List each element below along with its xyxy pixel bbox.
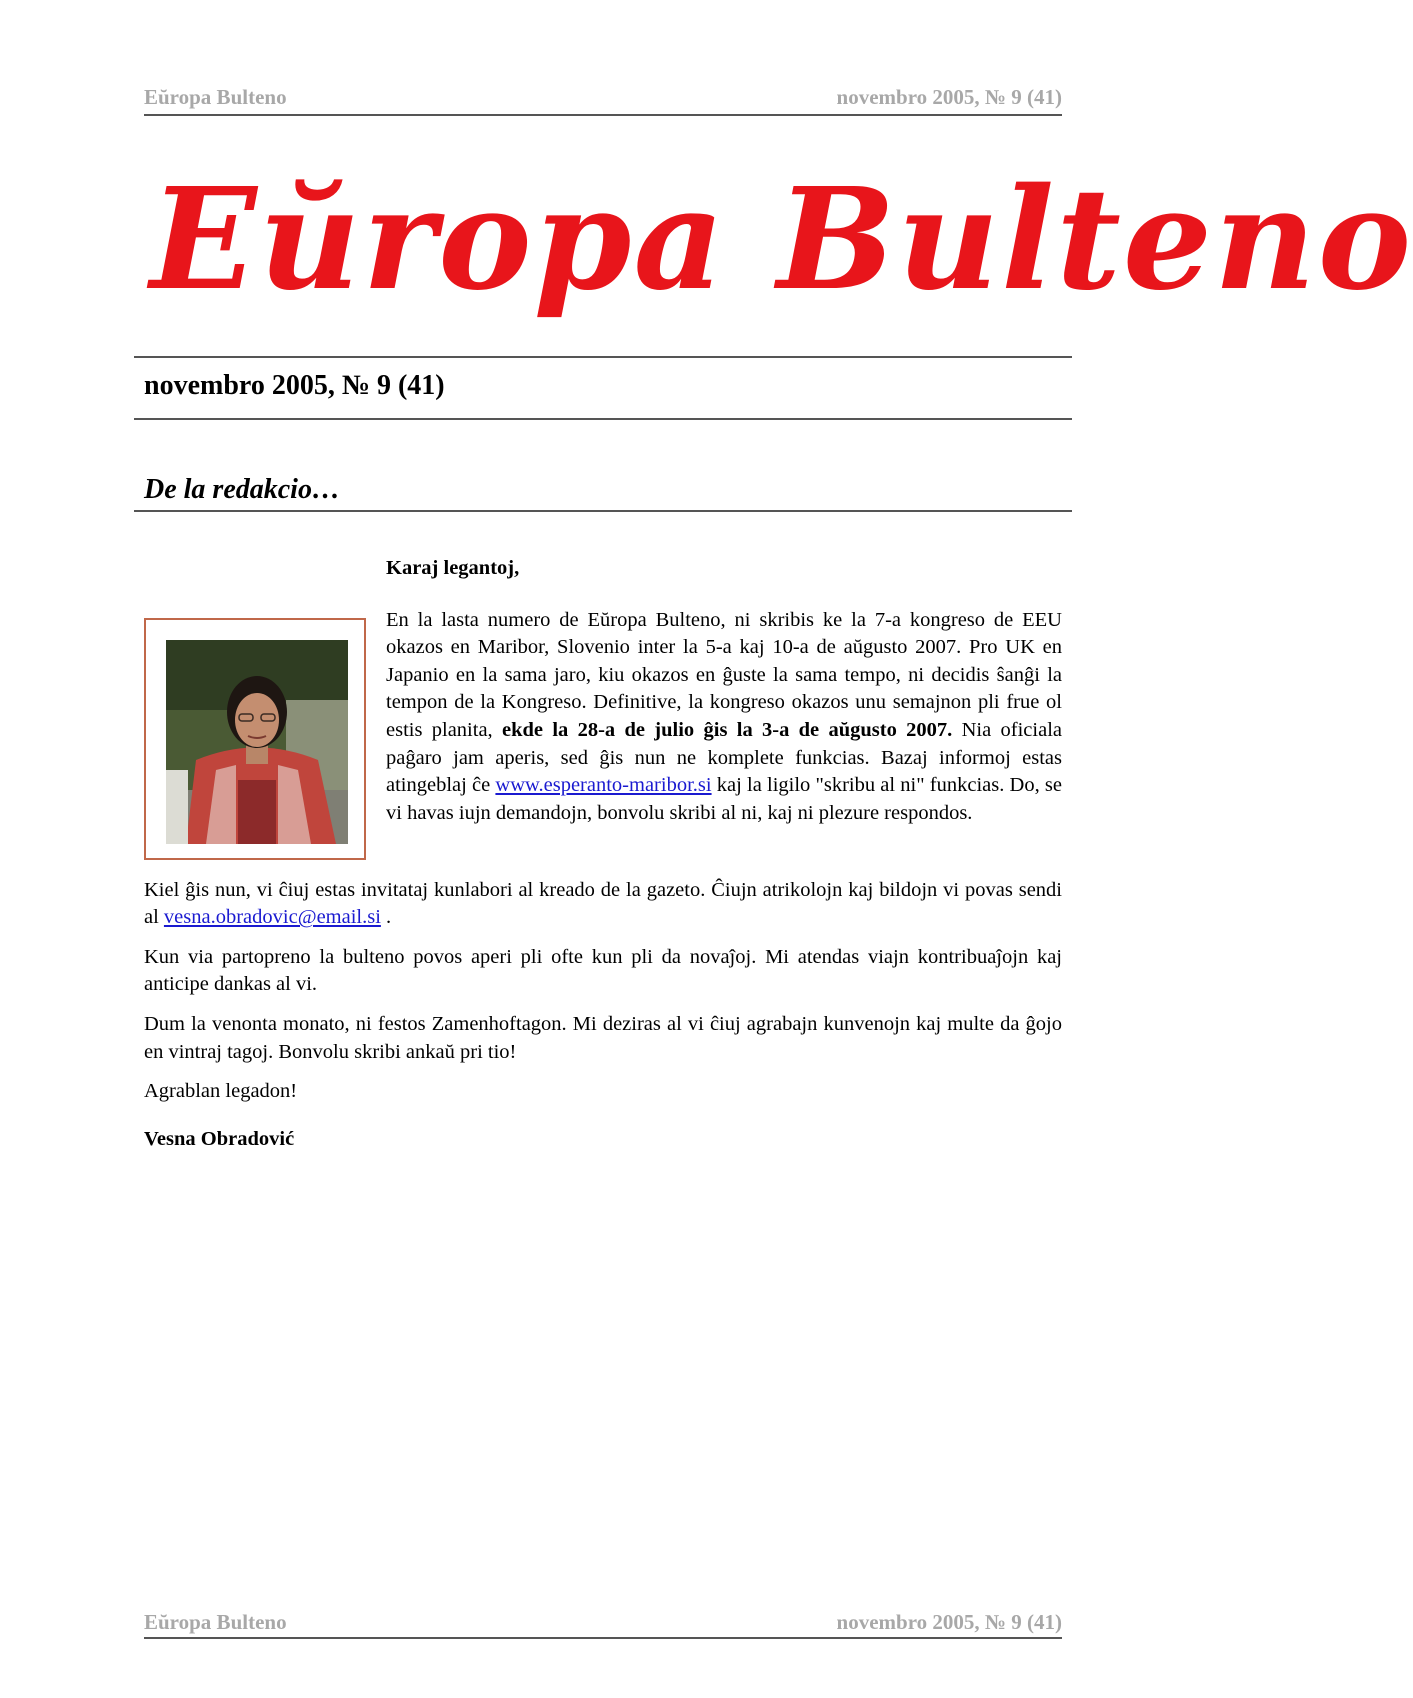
footer-rule [144,1637,1062,1639]
closing: Agrablan legadon! [144,1080,298,1103]
header-rule [144,114,1062,116]
paragraph-1-text-a: En la lasta numero de Eŭropa Bulteno, ni skribis ke la 7-a kongreso de EEU okazos en Maribor, Slovenio inter la 5-a kaj 10-a de aŭgusto 2007. Pro UK en Japanio en la sama jaro, kiu okazos en ĝuste la sama tempo, ni decidis ŝanĝi la tempon de la Kongreso. Definitive, la kongreso okazos unu semajnon pli frue ol estis planita, [386,608,1062,741]
paragraph-2-text-a: Kiel ĝis nun, vi ĉiuj estas invitataj kunlabori al kreado de la gazeto. Ĉiujn atrikolojn kaj bildojn vi povas sendi al [144,878,1062,929]
signature: Vesna Obradović [144,1127,295,1150]
masthead-logo: Eŭropa Bulteno [150,158,1413,322]
congress-dates: ekde la 28-a de julio ĝis la 3-a de aŭgusto 2007. [502,718,953,741]
editor-email-link[interactable]: vesna.obradovic@email.si [163,906,381,929]
paragraph-1-text-b: Nia oficiala paĝaro jam aperis, sed ĝis nun ne komplete funkcias. Bazaj informoj estas atingeblaj ĉe [386,718,1062,797]
salutation: Karaj legantoj, [386,557,520,579]
photo-spacer [144,607,386,877]
running-header-issue: novembro 2005, № 9 (41) [836,85,1062,109]
section-title: De la redakcio… [144,474,340,505]
paragraph-1-text-c: kaj la ligilo "skribu al ni" funkcias. Do, se vi havas iujn demandojn, bonvolu skribi al ni, kaj ni plezure respondos. [386,774,1062,824]
issue-rule-top [134,356,1072,358]
issue-line: novembro 2005, № 9 (41) [144,370,445,401]
running-header-title: Eŭropa Bulteno [144,85,287,109]
article-body [144,555,1062,1165]
congress-website-link[interactable]: www.esperanto-maribor.si [495,774,712,797]
running-footer-title: Eŭropa Bulteno [144,1610,287,1634]
paragraph-4: Dum la venonta monato, ni festos Zamenhoftagon. Mi deziras al vi ĉiuj agrabajn kunvenojn kaj multe da ĝojo en vintraj tagoj. Bonvolu skribi ankaŭ pri tio! [144,1012,1062,1063]
section-rule [134,510,1072,512]
paragraph-3: Kun via partopreno la bulteno povos aperi pli ofte kun pli da novaĵoj. Mi atendas viajn kontribuaĵojn kaj anticipe dankas al vi. [144,945,1062,996]
running-footer-issue: novembro 2005, № 9 (41) [836,1610,1062,1634]
paragraph-2 [144,877,1062,932]
issue-rule-bottom [134,418,1072,420]
running-header [144,84,1062,110]
paragraph-2-text-b: . [380,906,392,929]
running-footer [144,1609,1062,1635]
